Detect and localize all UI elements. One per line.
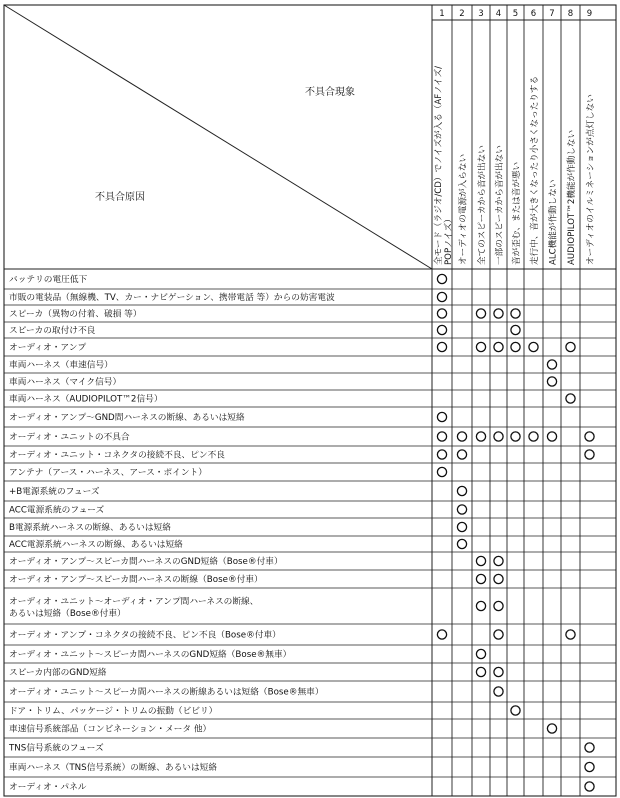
applicable-mark-circle	[457, 539, 466, 548]
applicable-mark-circle	[476, 342, 485, 351]
applicable-mark-circle	[494, 556, 503, 565]
cause-label: スピーカの取付け不良	[9, 326, 96, 337]
cause-label-line2: あるいは短絡（Bose®付車）	[9, 609, 126, 619]
cause-label: オーディオ・パネル	[9, 782, 87, 793]
cause-label: スピーカ内部のGND短絡	[9, 668, 107, 679]
cause-label: スピーカ（異物の付着、破損 等）	[9, 309, 142, 320]
applicable-mark-circle	[437, 292, 446, 301]
cause-label: ACC電源系統ハーネスの断線、あるいは短絡	[9, 540, 183, 551]
cause-label: 車両ハーネス（TNS信号系統）の断線、あるいは短絡	[9, 763, 218, 774]
applicable-mark-circle	[437, 630, 446, 639]
applicable-mark-circle	[437, 412, 446, 421]
applicable-mark-circle	[476, 667, 485, 676]
applicable-mark-circle	[566, 630, 575, 639]
cause-label: 車両ハーネス（マイク信号）	[9, 377, 122, 388]
applicable-mark-circle	[585, 743, 594, 752]
applicable-mark-circle	[529, 342, 538, 351]
applicable-mark-circle	[566, 342, 575, 351]
applicable-mark-circle	[511, 706, 520, 715]
symptom-column-label: 全てのスピーカから音が出ない	[477, 145, 488, 265]
applicable-mark-circle	[457, 505, 466, 514]
applicable-mark-circle	[476, 309, 485, 318]
applicable-mark-circle	[476, 574, 485, 583]
column-number: 7	[549, 9, 555, 19]
applicable-mark-circle	[457, 522, 466, 531]
applicable-mark-circle	[476, 601, 485, 610]
cause-label: オーディオ・ユニット・コネクタの接続不良、ピン不良	[9, 450, 225, 461]
cause-label: オーディオ・アンプ～GND間ハーネスの断線、あるいは短絡	[9, 413, 245, 424]
cause-label: バッテリの電圧低下	[9, 275, 88, 286]
symptom-column-label-line2: POPノイズ）	[444, 214, 454, 265]
applicable-mark-circle	[547, 724, 556, 733]
column-number: 4	[495, 9, 502, 19]
cause-label: オーディオ・アンプ～スピーカ間ハーネスの断線（Bose®付車）	[9, 575, 263, 586]
applicable-mark-circle	[457, 486, 466, 495]
applicable-mark-circle	[547, 432, 556, 441]
applicable-mark-circle	[494, 630, 503, 639]
symptom-column-label: オーディオの電源が入らない	[458, 153, 469, 265]
cause-label: オーディオ・アンプ・コネクタの接続不良、ピン不良（Bose®付車）	[9, 630, 281, 641]
cause-label: アンテナ（アース・ハーネス、アース・ポイント）	[9, 468, 207, 479]
cause-label: 車両ハーネス（車速信号）	[9, 360, 113, 371]
applicable-mark-circle	[494, 687, 503, 696]
cause-label: ACC電源系統のフューズ	[9, 505, 105, 516]
applicable-mark-circle	[476, 649, 485, 658]
applicable-mark-circle	[566, 394, 575, 403]
header-diagonal-line	[4, 5, 432, 269]
cause-label: オーディオ・ユニットの不具合	[9, 432, 130, 443]
cause-label: 市販の電装品（無線機、TV、カー・ナビゲーション、携帯電話 等）からの妨害電波	[9, 293, 335, 304]
applicable-mark-circle	[437, 309, 446, 318]
applicable-mark-circle	[437, 432, 446, 441]
applicable-mark-circle	[494, 667, 503, 676]
cause-header-title: 不具合原因	[95, 192, 145, 203]
column-number: 5	[512, 9, 519, 19]
symptom-header-title: 不具合現象	[305, 87, 355, 98]
applicable-mark-circle	[585, 782, 594, 791]
applicable-mark-circle	[437, 325, 446, 334]
cause-label: 車速信号系統部品（コンビネーション・メータ 他）	[9, 724, 212, 735]
applicable-mark-circle	[476, 432, 485, 441]
applicable-mark-circle	[437, 342, 446, 351]
column-number: 3	[478, 9, 484, 19]
cause-label: TNS信号系統のフューズ	[9, 743, 104, 754]
symptom-column-label: 全モード（ラジオ/CD）でノイズが入る（AFノイズ/	[434, 65, 444, 265]
column-number: 1	[439, 9, 445, 19]
applicable-mark-circle	[585, 450, 594, 459]
symptom-column-label: オーディオのイルミネーションが点灯しない	[586, 94, 596, 265]
applicable-mark-circle	[494, 309, 503, 318]
cause-label: オーディオ・ユニット～スピーカ間ハーネスのGND短絡（Bose®無車）	[9, 650, 292, 661]
applicable-mark-circle	[437, 274, 446, 283]
cause-label: オーディオ・アンプ	[9, 343, 87, 354]
column-number: 8	[567, 9, 574, 19]
cause-label: +B電源系統のフューズ	[9, 487, 100, 498]
symptom-column-label: 走行中、音が大きくなったり小さくなったりする	[530, 75, 540, 265]
applicable-mark-circle	[547, 377, 556, 386]
applicable-mark-circle	[511, 325, 520, 334]
cause-label: ドア・トリム、パッケージ・トリムの振動（ビビリ）	[9, 706, 218, 717]
applicable-mark-circle	[437, 450, 446, 459]
applicable-mark-circle	[494, 574, 503, 583]
applicable-mark-circle	[437, 467, 446, 476]
applicable-mark-circle	[547, 360, 556, 369]
applicable-mark-circle	[511, 342, 520, 351]
applicable-mark-circle	[585, 762, 594, 771]
column-number: 9	[586, 9, 593, 19]
applicable-mark-circle	[529, 432, 538, 441]
symptom-column-label: 一部のスピーカから音が出ない	[495, 145, 505, 265]
cause-label: 車両ハーネス（AUDIOPILOT™2信号）	[9, 394, 163, 405]
symptom-column-label: AUDIOPILOT™2機能が作動しない	[567, 129, 577, 265]
applicable-mark-circle	[511, 309, 520, 318]
cause-label: オーディオ・ユニット～オーディオ・アンプ間ハーネスの断線、	[9, 597, 259, 607]
applicable-mark-circle	[476, 556, 485, 565]
symptom-column-label: ALC機能が作動しない	[548, 179, 559, 265]
symptom-column-label: 音が歪む、または音が悪い	[512, 161, 522, 265]
cause-label: B電源系統ハーネスの断線、あるいは短絡	[9, 523, 171, 534]
cause-label: オーディオ・アンプ～スピーカ間ハーネスのGND短絡（Bose®付車）	[9, 557, 283, 568]
applicable-mark-circle	[494, 342, 503, 351]
column-number: 2	[459, 9, 465, 19]
column-number: 6	[530, 9, 537, 19]
applicable-mark-circle	[494, 601, 503, 610]
applicable-mark-circle	[457, 450, 466, 459]
applicable-mark-circle	[585, 432, 594, 441]
applicable-mark-circle	[457, 432, 466, 441]
applicable-mark-circle	[511, 432, 520, 441]
applicable-mark-circle	[494, 432, 503, 441]
cause-label: オーディオ・ユニット～スピーカ間ハーネスの断線あるいは短絡（Bose®無車）	[9, 687, 324, 698]
